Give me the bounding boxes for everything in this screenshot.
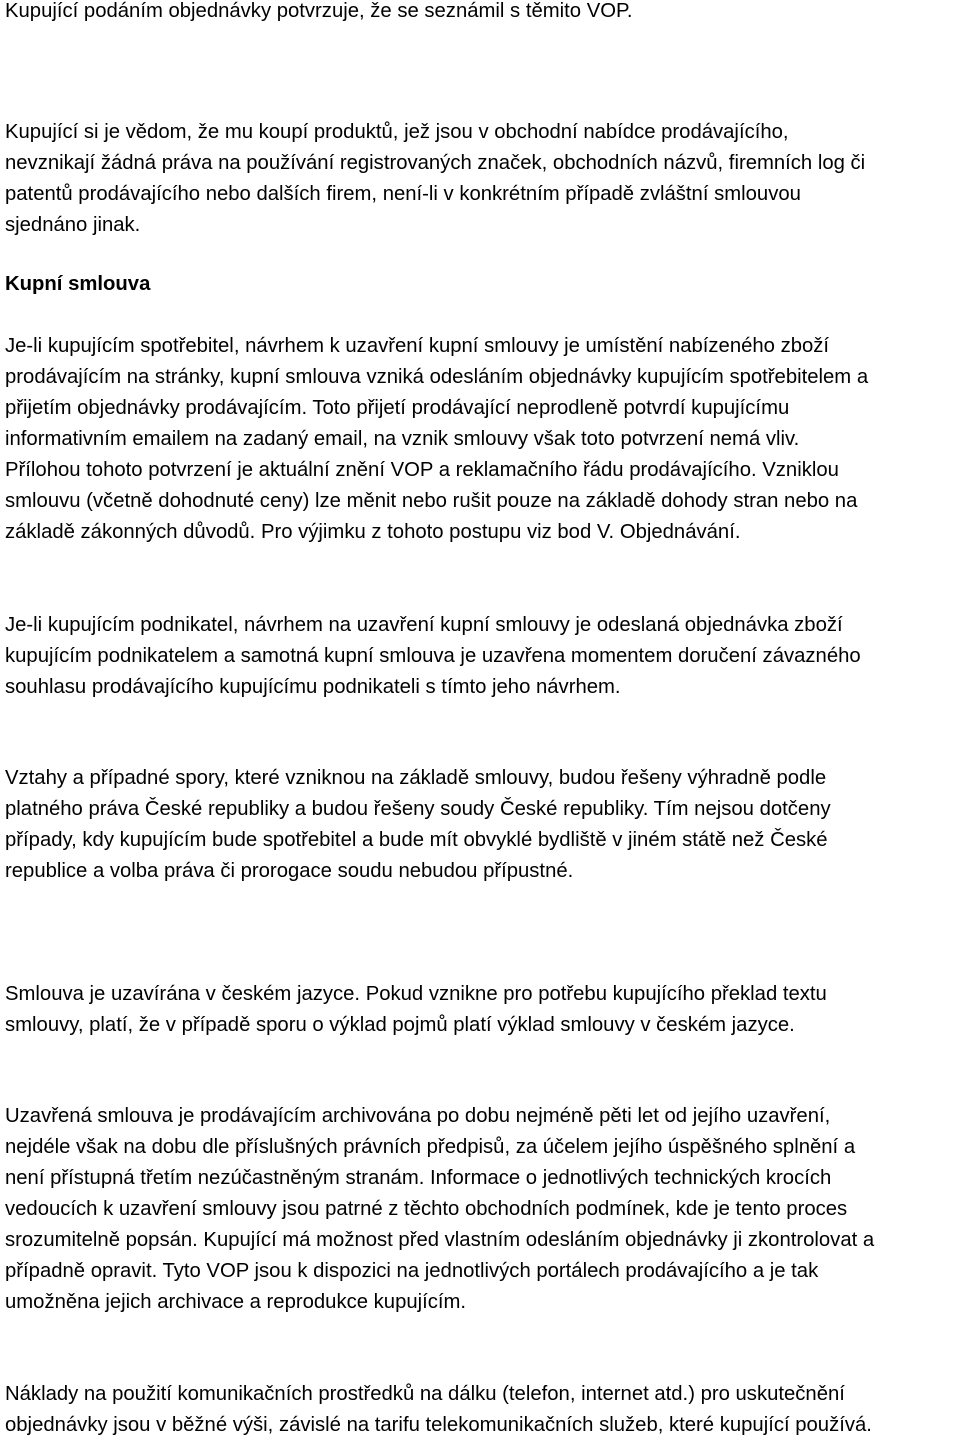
text-line: Kupující si je vědom, že mu koupí produktů, jež jsou v obchodní nabídce prodávajícího,	[5, 121, 789, 143]
text-line: smlouvy, platí, že v případě sporu o výklad pojmů platí výklad smlouvy v českém jazyce.	[5, 1014, 795, 1036]
text-line: nevznikají žádná práva na používání registrovaných značek, obchodních názvů, firemních log či	[5, 152, 866, 174]
text-line: sjednáno jinak.	[5, 214, 141, 236]
text-line: Přílohou tohoto potvrzení je aktuální znění VOP a reklamačního řádu prodávajícího. Vzniklou	[5, 459, 839, 481]
text-line: kupujícím podnikatelem a samotná kupní smlouva je uzavřena momentem doručení závazného	[5, 645, 861, 667]
paragraph-business-contract	[5, 610, 960, 703]
text-line: Vztahy a případné spory, které vzniknou na základě smlouvy, budou řešeny výhradně podle	[5, 767, 827, 789]
text-line: základě zákonných důvodů. Pro výjimku z tohoto postupu viz bod V. Objednávání.	[5, 521, 741, 543]
text-line: informativním emailem na zadaný email, na vznik smlouvy však toto potvrzení nemá vliv.	[5, 428, 800, 450]
text-line: vedoucích k uzavření smlouvy jsou patrné z těchto obchodních podmínek, kde je tento proces	[5, 1198, 848, 1220]
paragraph-contract-archiving	[5, 1101, 960, 1318]
paragraph-consumer-contract	[5, 331, 960, 548]
text-line: Náklady na použití komunikačních prostředků na dálku (telefon, internet atd.) pro uskutečnění	[5, 1383, 845, 1405]
text-line: přijetím objednávky prodávajícím. Toto přijetí prodávající neprodleně potvrdí kupujícímu	[5, 397, 790, 419]
text-line: případy, kdy kupujícím bude spotřebitel a bude mít obvyklé bydliště v jiném státě než České	[5, 829, 828, 851]
text-line: nejdéle však na dobu dle příslušných právních předpisů, za účelem jejího úspěšného splnění a	[5, 1136, 856, 1158]
text-line: Uzavřená smlouva je prodávajícím archivována po dobu nejméně pěti let od jejího uzavření,	[5, 1105, 831, 1127]
text-line: srozumitelně popsán. Kupující má možnost před vlastním odesláním objednávky ji zkontrolovat a	[5, 1229, 875, 1251]
paragraph-trademark-rights	[5, 117, 960, 241]
text-line: souhlasu prodávajícího kupujícímu podnikateli s tímto jeho návrhem.	[5, 676, 621, 698]
text-line: patentů prodávajícího nebo dalších firem, není-li v konkrétním případě zvláštní smlouvou	[5, 183, 801, 205]
text-line: objednávky jsou v běžné výši, závislé na tarifu telekomunikačních služeb, které kupující používá.	[5, 1414, 872, 1436]
text-line: Kupující podáním objednávky potvrzuje, že se seznámil s těmito VOP.	[5, 0, 633, 22]
section-heading-purchase-contract	[5, 269, 960, 300]
text-line: republice a volba práva či prorogace soudu nebudou přípustné.	[5, 860, 574, 882]
text-line: platného práva České republiky a budou řešeny soudy České republiky. Tím nejsou dotčeny	[5, 798, 831, 820]
text-line: Je-li kupujícím spotřebitel, návrhem k uzavření kupní smlouvy je umístění nabízeného zboží	[5, 335, 830, 357]
paragraph-communication-costs	[5, 1379, 960, 1441]
paragraph-order-confirmation	[5, 0, 960, 27]
text-line: smlouvu (včetně dohodnuté ceny) lze měnit nebo rušit pouze na základě dohody stran nebo na	[5, 490, 858, 512]
text-line: není přístupná třetím nezúčastněným stranám. Informace o jednotlivých technických krocích	[5, 1167, 832, 1189]
text-line: Smlouva je uzavírána v českém jazyce. Pokud vznikne pro potřebu kupujícího překlad textu	[5, 983, 827, 1005]
text-line: Je-li kupujícím podnikatel, návrhem na uzavření kupní smlouvy je odeslaná objednávka zboží	[5, 614, 843, 636]
heading-text: Kupní smlouva	[5, 273, 151, 295]
paragraph-contract-language	[5, 979, 960, 1041]
paragraph-disputes-law	[5, 763, 960, 887]
text-line: případně opravit. Tyto VOP jsou k dispozici na jednotlivých portálech prodávajícího a je tak	[5, 1260, 819, 1282]
text-line: umožněna jejich archivace a reprodukce kupujícím.	[5, 1291, 467, 1313]
text-line: prodávajícím na stránky, kupní smlouva vzniká odesláním objednávky kupujícím spotřebitelem a	[5, 366, 869, 388]
